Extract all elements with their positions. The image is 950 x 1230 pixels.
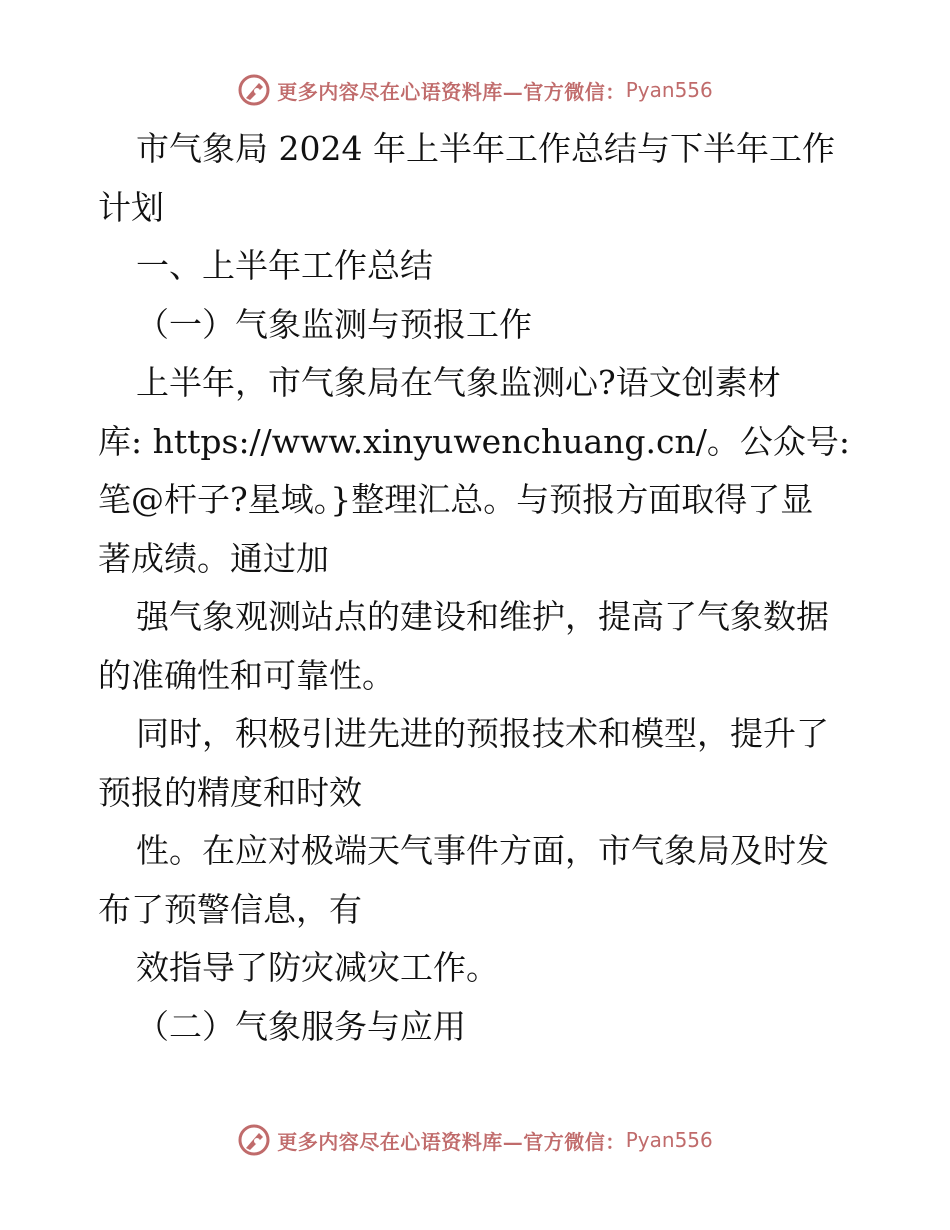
watermark-text: 更多内容尽在心语资料库—官方微信： bbox=[277, 1129, 626, 1154]
paragraph-line: 强气象观测站点的建设和维护，提高了气象数据 bbox=[136, 597, 829, 636]
document-body bbox=[98, 120, 858, 1056]
subsection-heading: （二）气象服务与应用 bbox=[136, 1006, 466, 1046]
paragraph-line: 效指导了防灾减灾工作。 bbox=[136, 948, 499, 987]
paragraph-line: 布了预警信息，有 bbox=[98, 889, 362, 929]
paragraph-line: 性。在应对极端天气事件方面，市气象局及时发 bbox=[136, 831, 829, 870]
paragraph-line: 笔@杆子?星域。}整理汇总。与预报方面取得了显 bbox=[98, 480, 814, 519]
header-watermark-banner bbox=[0, 70, 950, 110]
watermark-account: Pyan556 bbox=[625, 1128, 713, 1152]
pen-logo-icon bbox=[237, 73, 271, 107]
pen-logo-icon bbox=[237, 1123, 271, 1157]
paragraph-line: 著成绩。通过加 bbox=[98, 538, 329, 578]
paragraph-line: 预报的精度和时效 bbox=[98, 772, 362, 812]
footer-watermark-banner bbox=[0, 1120, 950, 1160]
watermark-account: Pyan556 bbox=[625, 78, 713, 102]
section-heading: 一、上半年工作总结 bbox=[136, 246, 433, 285]
paragraph-line: 同时，积极引进先进的预报技术和模型，提升了 bbox=[136, 714, 829, 753]
paragraph-line: 的准确性和可靠性。 bbox=[98, 655, 395, 695]
paragraph-line: 库: https://www.xinyuwenchuang.cn/。公众号: bbox=[98, 421, 850, 461]
watermark-text: 更多内容尽在心语资料库—官方微信： bbox=[277, 79, 626, 104]
subsection-heading: （一）气象监测与预报工作 bbox=[136, 304, 532, 344]
paragraph-line: 上半年，市气象局在气象监测心?语文创素材 bbox=[136, 363, 781, 402]
document-title-line-2: 计划 bbox=[98, 187, 164, 227]
document-title-line-1: 市气象局 2024 年上半年工作总结与下半年工作 bbox=[136, 129, 835, 168]
